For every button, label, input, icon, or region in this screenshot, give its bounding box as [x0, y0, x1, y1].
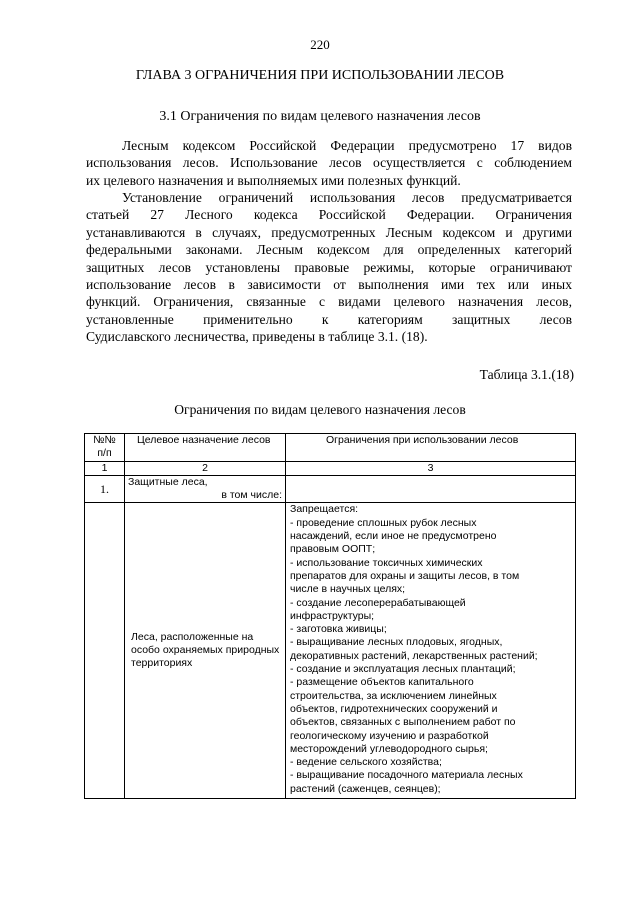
restriction-line: - проведение сплошных рубок лесных — [290, 516, 477, 529]
restriction-line: - создание лесоперерабатывающей — [290, 596, 466, 609]
paragraph-line: Судиславского лесничества, приведены в таблице 3.1. (18). — [86, 329, 428, 345]
restriction-line: насаждений, если иное не предусмотрено — [290, 530, 497, 543]
paragraph-line: Установление ограничений использования лесов предусматривается — [122, 190, 572, 205]
row-number-cell — [85, 503, 125, 799]
restrictions-cell — [286, 475, 576, 503]
purpose-cell: Леса, расположенные на особо охраняемых природных территориях — [125, 503, 286, 799]
paragraph-line: защитных лесов установлены правовые режимы, которые ограничивают — [86, 259, 572, 275]
paragraph-line: функций. Ограничения, связанные с видами целевого назначения лесов, — [86, 294, 572, 310]
restriction-line: - создание и эксплуатация лесных плантаций; — [290, 663, 516, 676]
header-cell-number: №№ п/п — [85, 434, 125, 462]
header-cell-restrictions: Ограничения при использовании лесов — [286, 434, 576, 462]
restriction-line: - выращивание посадочного материала лесных — [290, 769, 523, 782]
header-cell-purpose: Целевое назначение лесов — [125, 434, 286, 462]
row-number-cell: 1. — [85, 475, 125, 503]
table-row — [85, 475, 576, 503]
table-title: Ограничения по видам целевого назначения лесов — [174, 402, 466, 417]
purpose-line: Защитные леса, — [128, 475, 208, 488]
page-number: 220 — [310, 37, 330, 52]
restriction-line: числе в научных целях; — [290, 583, 406, 596]
restriction-line: растений (саженцев, сеянцев); — [290, 782, 441, 795]
restriction-line: - ведение сельского хозяйства; — [290, 756, 442, 769]
chapter-title: ГЛАВА 3 ОГРАНИЧЕНИЯ ПРИ ИСПОЛЬЗОВАНИИ ЛЕСОВ — [135, 68, 505, 83]
purpose-line: в том числе: — [221, 489, 282, 502]
restrictions-cell — [286, 503, 576, 799]
table-header-row — [85, 434, 576, 462]
paragraph-line: Лесным кодексом Российской Федерации предусмотрено 17 видов — [122, 138, 572, 153]
paragraph-1 — [86, 137, 572, 189]
restriction-line: инфраструктуры; — [290, 609, 375, 622]
paragraph-line: установленные применительно к категориям защитных лесов — [86, 311, 572, 327]
restriction-line: объектов, связанных с выполнением работ по — [290, 716, 516, 729]
restriction-line: объектов, гидротехнических сооружений и — [290, 702, 498, 715]
column-number-cell: 3 — [286, 461, 576, 475]
restriction-line: Запрещается: — [290, 503, 359, 516]
paragraph-line: их целевого назначения и выполняемых ими полезных функций. — [86, 172, 461, 188]
column-number-cell: 2 — [125, 461, 286, 475]
paragraph-line: использование лесов в зависимости от выполнения ими тех или иных — [86, 277, 572, 293]
restrictions-table — [84, 433, 576, 799]
purpose-cell — [125, 475, 286, 503]
column-number-cell: 1 — [85, 461, 125, 475]
paragraph-line: статьей 27 Лесного кодекса Российской Федерации. Ограничения — [86, 207, 572, 223]
restriction-line: геологическому изучению и разработкой — [290, 729, 489, 742]
section-title: 3.1 Ограничения по видам целевого назначения лесов — [159, 109, 481, 124]
paragraph-line: использования лесов. Использование лесов осуществляется с соблюдением — [86, 155, 572, 171]
restriction-line: - заготовка живицы; — [290, 623, 387, 636]
restriction-line: строительства, за исключением линейных — [290, 689, 497, 702]
paragraph-line: федеральными законами. Лесным кодексом для определенных категорий — [86, 242, 572, 258]
restriction-line: декоративных растений, лекарственных растений; — [290, 649, 538, 662]
paragraph-2 — [86, 189, 572, 346]
table-row — [85, 503, 576, 799]
paragraph-line: устанавливаются в случаях, предусмотренных Лесным кодексом и другими — [86, 224, 572, 240]
restriction-line: месторождений углеводородного сырья; — [290, 742, 488, 755]
restriction-line: - размещение объектов капитального — [290, 676, 474, 689]
table-caption: Таблица 3.1.(18) — [479, 367, 574, 382]
restriction-line: правовым ООПТ; — [290, 543, 376, 556]
restriction-line: препаратов для охраны и защиты лесов, в том — [290, 569, 520, 582]
restriction-line: - использование токсичных химических — [290, 556, 483, 569]
column-number-row — [85, 461, 576, 475]
restriction-line: - выращивание лесных плодовых, ягодных, — [290, 636, 503, 649]
